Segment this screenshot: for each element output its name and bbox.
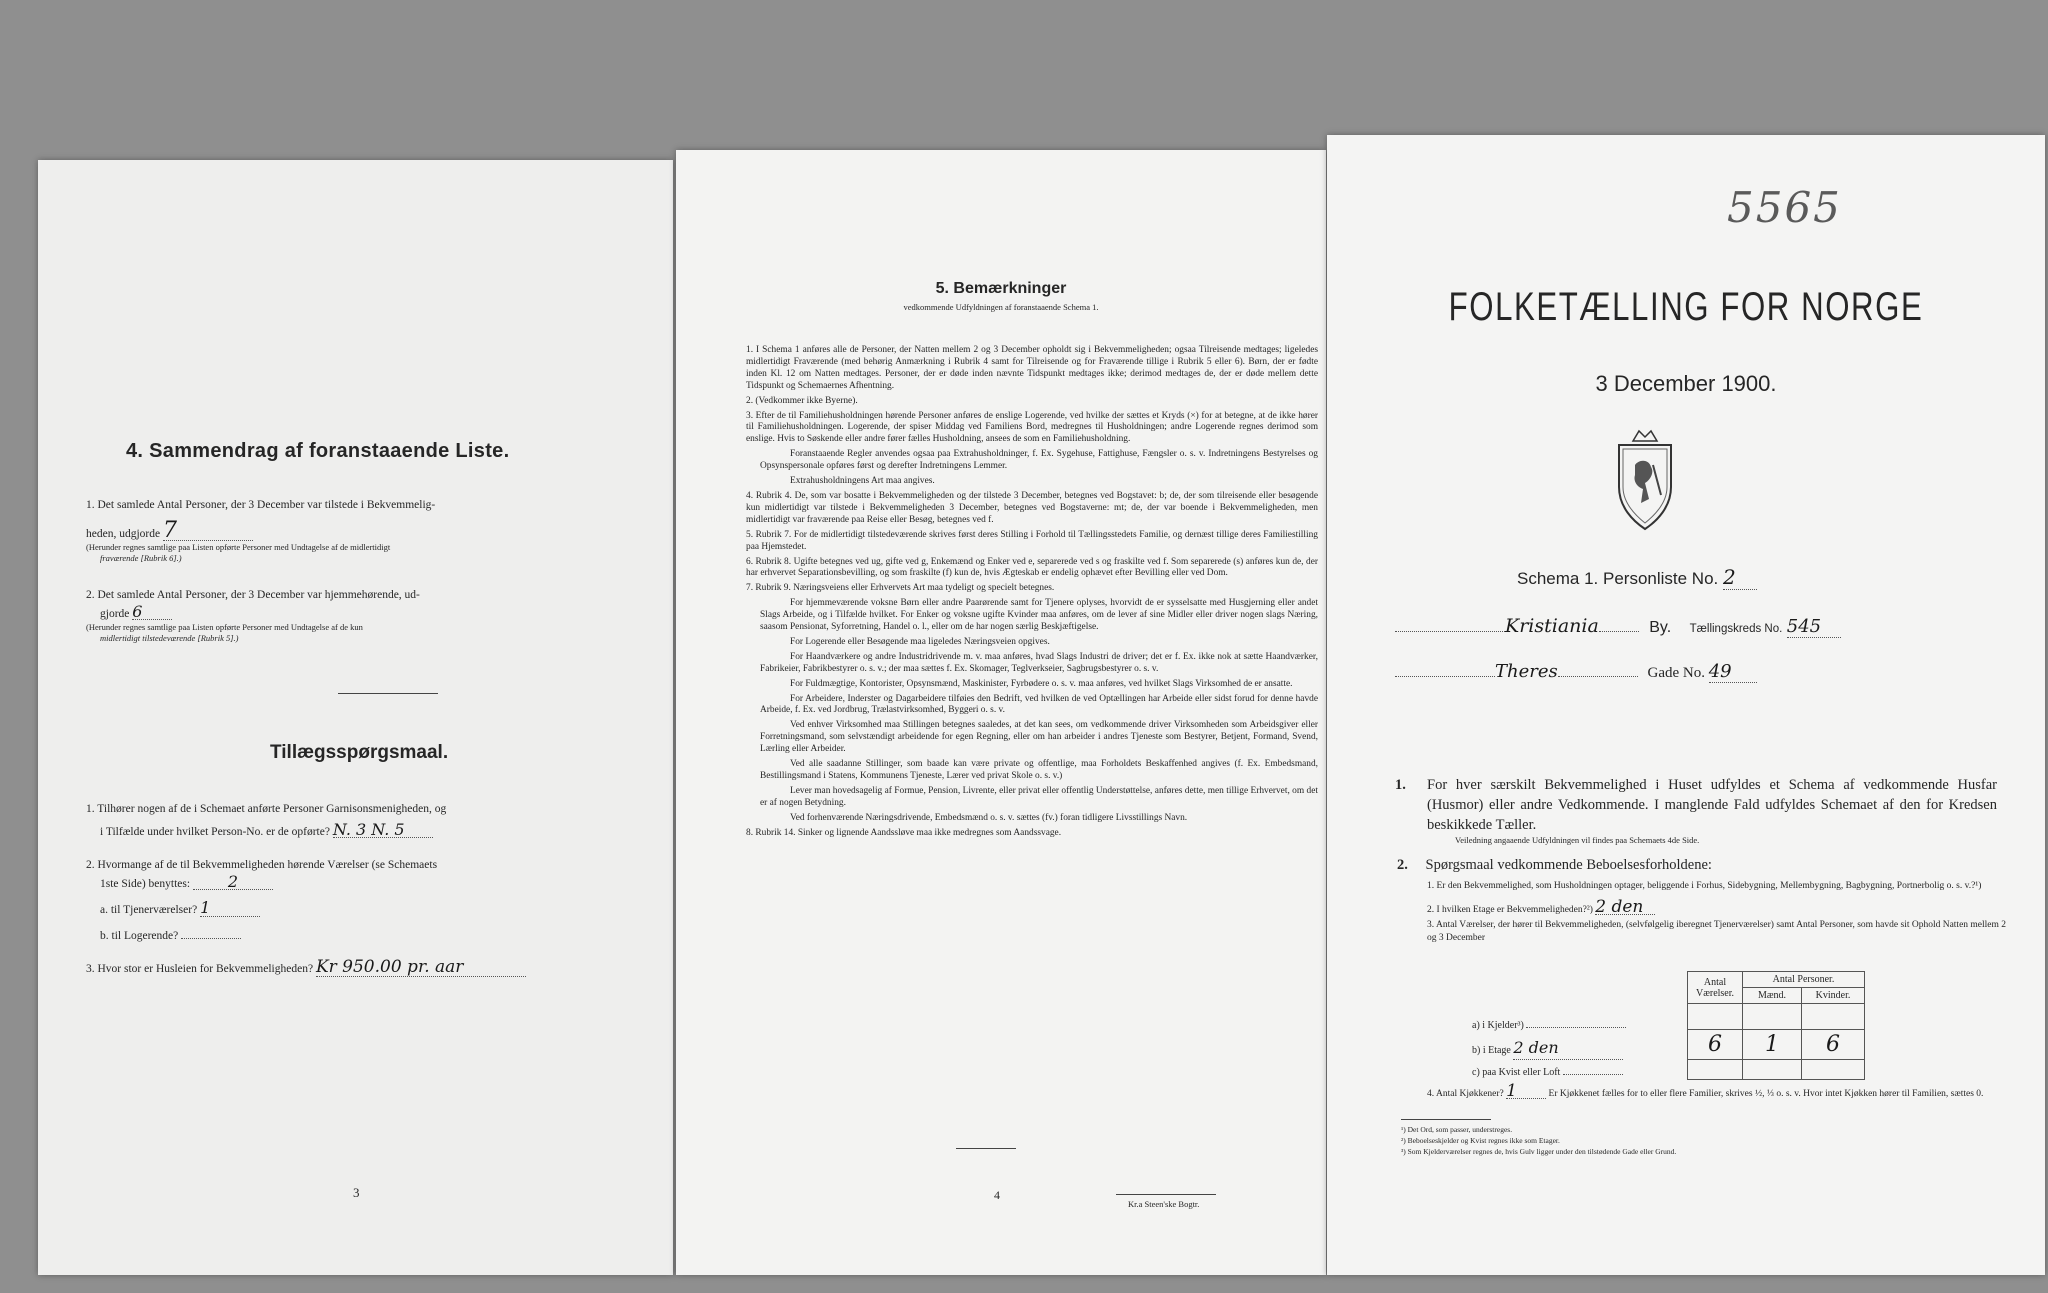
remark-paragraph: For Haandværkere og andre Industridrivende m. v. maa anføres, hvad Slags Industri de driver; det er f. Ex. ikke nok at sætte Haandværker, Fabrikeier, Fabrikbestyrer o. s. v.; der maa sættes f. Ex. Skomager, Teglverkseier, Sagbrugsbestyrer o. s. v.: [760, 651, 1318, 674]
instr1-note: Veiledning angaaende Udfyldningen vil findes paa Schemaets 4de Side.: [1455, 835, 1700, 845]
census-title: FOLKETÆLLING FOR NORGE: [1448, 285, 1924, 329]
schema-value: 2: [1723, 565, 1757, 590]
s2-label: 1ste Side) benyttes:: [100, 877, 191, 890]
instruction-2: [1397, 857, 1997, 874]
remark-paragraph: For Logerende eller Besøgende maa ligeledes Næringsveien opgives.: [790, 636, 1050, 647]
printer-rule: [1116, 1194, 1216, 1195]
s1-value: N. 3 N. 5: [333, 822, 433, 839]
remark-paragraph: Lever man hovedsagelig af Formue, Pension, Livrente, eller privat eller offentlig Understøttelse, anføres dette, men tillige Erhvervet, om det er af nogen Betydning.: [760, 785, 1318, 808]
s2-value: 2: [193, 874, 273, 891]
item2-value: 6: [132, 604, 172, 621]
street-line: [1395, 661, 2035, 683]
district-value: 545: [1787, 616, 1841, 638]
page-1: [1327, 135, 2045, 1275]
q4-text: Er Kjøkkenet fælles for to eller flere Familier, skrives ½, ⅓ o. s. v. Hvor intet Kjøkken hører til Familien, sættes 0.: [1548, 1089, 1984, 1099]
remark-paragraph: 8. Rubrik 14. Sinker og lignende Aandssløve maa ikke medregnes som Aandssvage.: [746, 827, 1062, 838]
s3-value: Kr 950.00 pr. aar: [316, 960, 526, 977]
remark-paragraph: 3. Efter de til Familiehusholdningen hørende Personer anføres de enslige Logerende, ved hvilke der sættes et Kryds (×) for at betegne, at de ikke hører til Familiehusholdningen. Logerende, der spiser Middag ved Familiens Bord, medregnes til Husholdningen; andre Logerende regnes derimod som enslige. Hvis to Søskende eller andre fører fælles Husholdning, ansees de som en Familiehusholdning.: [746, 410, 1318, 445]
row-c-dots: [1563, 1074, 1623, 1075]
cell-c-women: [1802, 1060, 1865, 1080]
remarks-body: [746, 345, 1318, 843]
printer-mark: Kr.a Steen'ske Bogtr.: [1128, 1199, 1200, 1209]
street-label: Gade No.: [1647, 665, 1705, 681]
remark-paragraph: For Arbeidere, Inderster og Dagarbeidere tilføies den Bedrift, ved hvilken de ved Optællingen har Arbeide eller sidst forud for denne havde Arbeide, f. Ex. ved Jordbrug, Trælastvirksomhed, Byggeri o. s. v.: [760, 693, 1318, 716]
remark-paragraph: Ved alle saadanne Stillinger, som baade kan være private og offentlige, maa Forholdets Beskaffenhed angives (f. Ex. Embedsmand, Bestillingsmand i Statens, Kommunens Tjeneste, Lærer ved privat Skole o. s. v.): [760, 759, 1318, 781]
remarks-subtitle: vedkommende Udfyldningen af foranstaaende Schema 1.: [903, 302, 1099, 312]
page-4: [676, 150, 1326, 1275]
cell-b-men: 1: [1743, 1030, 1802, 1060]
row-a-label: a) i Kjelder³): [1472, 1020, 1524, 1031]
instr2-num: 2.: [1397, 857, 1408, 873]
divider: [956, 1148, 1016, 1149]
cell-c-rooms: [1688, 1060, 1743, 1080]
street-dots: [1395, 676, 1495, 677]
remark-paragraph: Ved forhenværende Næringsdrivende, Embedsmænd o. s. v. sættes (fv.) foran tidligere Livsstillings Navn.: [790, 812, 1188, 823]
cell-a-women: [1802, 1004, 1865, 1030]
s1-text: 1. Tilhører nogen af de i Schemaet anførte Personer Garnisonsmenigheden, og: [86, 803, 447, 815]
supp-question-3: [86, 957, 666, 978]
district-label: Tællingskreds No.: [1689, 623, 1783, 635]
footnote-1: ¹) Det Ord, som passer, understreges.: [1401, 1125, 1513, 1134]
section-title: 4. Sammendrag af foranstaaende Liste.: [126, 440, 510, 462]
instr2-text: Spørgsmaal vedkommende Beboelsesforholdene:: [1425, 857, 1712, 873]
supplementary-title: Tillægsspørgsmaal.: [270, 742, 449, 763]
s2b-label: b. til Logerende?: [100, 929, 179, 942]
instr1-text: For hver særskilt Bekvemmelighed i Huset udfyldes et Schema af vedkommende Husfar (Husmor) eller andre Vedkommende. I manglende Fald udfyldes Schemaet af den for Kredsen beskikkede Tæller.: [1427, 777, 1997, 833]
supp-question-2: [86, 858, 656, 944]
lion-emblem-icon: [1605, 425, 1685, 535]
page-number: 3: [353, 1185, 360, 1200]
item1-text: 1. Det samlede Antal Personer, der 3 December var tilstede i Bekvemmelig-: [86, 499, 436, 511]
cell-b-women: 6: [1802, 1030, 1865, 1060]
cell-c-men: [1743, 1060, 1802, 1080]
count-table-wrap: [1687, 971, 1865, 1080]
th-women: Kvinder.: [1802, 988, 1865, 1004]
question-block: [1427, 880, 2013, 945]
city-value: Kristiania: [1505, 615, 1599, 637]
instruction-1: [1397, 775, 1997, 846]
row-a-dots: [1526, 1027, 1626, 1028]
s3-label: 3. Hvor stor er Husleien for Bekvemmeligheden?: [86, 963, 314, 975]
city-line: [1395, 615, 2035, 638]
row-b-etage: 2 den: [1513, 1037, 1623, 1060]
s2b-value: [181, 938, 241, 939]
street-dots-2: [1558, 676, 1638, 677]
remark-paragraph: Extrahusholdningens Art maa angives.: [790, 476, 935, 487]
page-3: [38, 160, 673, 1275]
divider: [338, 693, 438, 694]
item2-note: (Herunder regnes samtlige paa Listen opførte Personer med Undtagelse af de kun: [86, 622, 363, 632]
remark-paragraph: 6. Rubrik 8. Ugifte betegnes ved ug, gifte ved g, Enkemænd og Enker ved e, separerede ved s og fraskilte ved f. Som separerede (s) anføres kun de, der har erhvervet Separationsbevilling, og som fraskilte (f) kun de, hvis Ægteskab er endelig ophævet efter Bevilling eller ved Dom.: [746, 556, 1318, 579]
footnotes: [1401, 1124, 2021, 1157]
street-no-value: 49: [1709, 661, 1757, 683]
item1-note-b: fraværende [Rubrik 6].): [100, 553, 182, 563]
q2-label: 2. I hvilken Etage er Bekvemmeligheden?²): [1427, 905, 1593, 915]
th-rooms: Antal Værelser.: [1688, 972, 1743, 1004]
page-number: 4: [994, 1188, 1000, 1202]
remarks-title: 5. Bemærkninger: [935, 280, 1067, 297]
item2-note-b: midlertidigt tilstedeværende [Rubrik 5].): [100, 633, 239, 643]
schema-label: Schema 1. Personliste No.: [1517, 569, 1719, 588]
cell-a-rooms: [1688, 1004, 1743, 1030]
item1-note: (Herunder regnes samtlige paa Listen opførte Personer med Undtagelse af de midlertidigt: [86, 542, 391, 552]
supp-question-1: [86, 802, 656, 840]
footnote-3: ³) Som Kjelderværelser regnes de, hvis Gulv ligger under den tilstødende Gade eller Grund.: [1401, 1147, 1677, 1156]
city-label: By.: [1649, 619, 1672, 636]
item1-value: 7: [163, 522, 253, 541]
s1-label: i Tilfælde under hvilket Person-No. er de opførte?: [100, 825, 330, 838]
street-value: Theres: [1495, 661, 1558, 682]
footnote-rule: [1401, 1119, 1491, 1120]
archive-number: 5565: [1727, 183, 1842, 232]
item2-text: 2. Det samlede Antal Personer, der 3 December var hjemmehørende, ud-: [86, 589, 420, 601]
s2a-value: 1: [200, 900, 260, 917]
census-date: 3 December 1900.: [1595, 371, 1777, 396]
row-b-label: b) i Etage: [1472, 1045, 1511, 1056]
remark-paragraph: 4. Rubrik 4. De, som var bosatte i Bekvemmeligheden og der tilstede 3 December, betegnes ved Bogstavet: b; de, der som tilreisende eller besøgende kun midlertidigt var tilstede i Bekvemmeligheden 3 December, betegnes ved Bogstaverne: mt; de, der var boende i Bekvemmeligheden, men midlertidigt var fraværende paa Reise eller Besøg, betegnes ved f.: [746, 490, 1318, 525]
row-c-label: c) paa Kvist eller Loft: [1472, 1067, 1561, 1078]
city-dots-2: [1599, 631, 1639, 632]
cell-a-men: [1743, 1004, 1802, 1030]
q3-text: 3. Antal Værelser, der hører til Bekvemmeligheden, (selvfølgelig iberegnet Tjenerværelser) samt Antal Personer, som havde sit Ophold Natten mellem 2 og 3 December: [1427, 920, 2007, 943]
schema-line: [1517, 565, 1757, 590]
remark-paragraph: 5. Rubrik 7. For de midlertidigt tilstedeværende skrives først deres Stilling i Forhold til Tællingsstedets Familie, og dernæst tillige deres Familiestilling paa Hjemstedet.: [746, 529, 1318, 552]
remark-paragraph: Foranstaaende Regler anvendes ogsaa paa Extrahusholdninger, f. Ex. Sygehuse, Fattighuse, Fængsler o. s. v. Indretningens Bestyrelses og Opsynspersonale opføres først og derefter Indretningens Lemmer.: [760, 449, 1318, 472]
cell-b-rooms: 6: [1688, 1030, 1743, 1060]
q4-block: [1427, 1081, 2027, 1101]
remark-paragraph: 2. (Vedkommer ikke Byerne).: [746, 395, 858, 406]
s2-text: 2. Hvormange af de til Bekvemmeligheden hørende Værelser (se Schemaets: [86, 859, 438, 871]
instr1-num: 1.: [1395, 777, 1406, 793]
remark-paragraph: For hjemmeværende voksne Børn eller andre Paarørende samt for Tjenere oplyses, hvorvidt de er sysselsatte med Husgjerning eller andet Slags Arbeide, og i Tilfælde hvilket. For Enker og voksne ugifte Kvinder maa anføres, om de lever af sine Midler eller driver nogen slags Næring, saasom Pensionat, Syforretning, Handel o. l., eller om de har nogen særlig Beskjæftigelse.: [760, 598, 1318, 633]
summary-item-1: [86, 498, 646, 564]
th-men: Mænd.: [1743, 988, 1802, 1004]
remark-paragraph: Ved enhver Virksomhed maa Stillingen betegnes saaledes, at det kan sees, om vedkommende driver Virksomheden som Arbeidsgiver eller Forretningsmand, som selvstændigt arbeidende for egen Regning, eller om han arbeider i andres Tjeneste som Bestyrer, Betjent, Formand, Svend, Lærling eller Arbeider.: [760, 720, 1318, 755]
remark-paragraph: For Fuldmægtige, Kontorister, Opsynsmænd, Maskinister, Fyrbødere o. s. v. maa anføres, ved hvilket Slags Virksomhed de er ansatte.: [790, 678, 1293, 689]
city-dots: [1395, 631, 1505, 632]
remark-paragraph: 7. Rubrik 9. Næringsveiens eller Erhvervets Art maa tydeligt og specielt betegnes.: [746, 583, 1055, 594]
q1-text: 1. Er den Bekvemmelighed, som Husholdningen optager, beliggende i Forhus, Sidebygning, Mellembygning, Bagbygning, Portnerbolig o. s. v.?¹): [1427, 881, 1982, 891]
item2-label: gjorde: [100, 607, 130, 620]
item1-label: heden, udgjorde: [86, 527, 161, 540]
s2a-label: a. til Tjenerværelser?: [100, 904, 198, 916]
row-labels: [1472, 1015, 1626, 1084]
th-persons: Antal Personer.: [1743, 972, 1865, 988]
footnote-2: ²) Beboelseskjelder og Kvist regnes ikke som Etager.: [1401, 1136, 1560, 1145]
remark-paragraph: 1. I Schema 1 anføres alle de Personer, der Natten mellem 2 og 3 December opholdt sig i Bekvemmeligheden; ogsaa Tilreisende medtages; ligeledes midlertidigt Fraværende (med behørig Anmærkning i Rubrik 4 samt for Tilreisende og for Fraværende tillige i Rubrik 5 eller 6). Børn, der er fødte inden Kl. 12 om Natten medtages. Personer, der er døde inden nævnte Tidspunkt medtages ikke; derimod medtages de, der er døde mellem dette Tidspunkt og Schemaernes Afhentning.: [746, 345, 1318, 391]
summary-item-2: [86, 588, 646, 644]
q4-value: 1: [1506, 1085, 1546, 1099]
q2-value: 2 den: [1595, 901, 1655, 915]
count-table: [1687, 971, 1865, 1080]
q4-label: 4. Antal Kjøkkener?: [1427, 1089, 1504, 1099]
